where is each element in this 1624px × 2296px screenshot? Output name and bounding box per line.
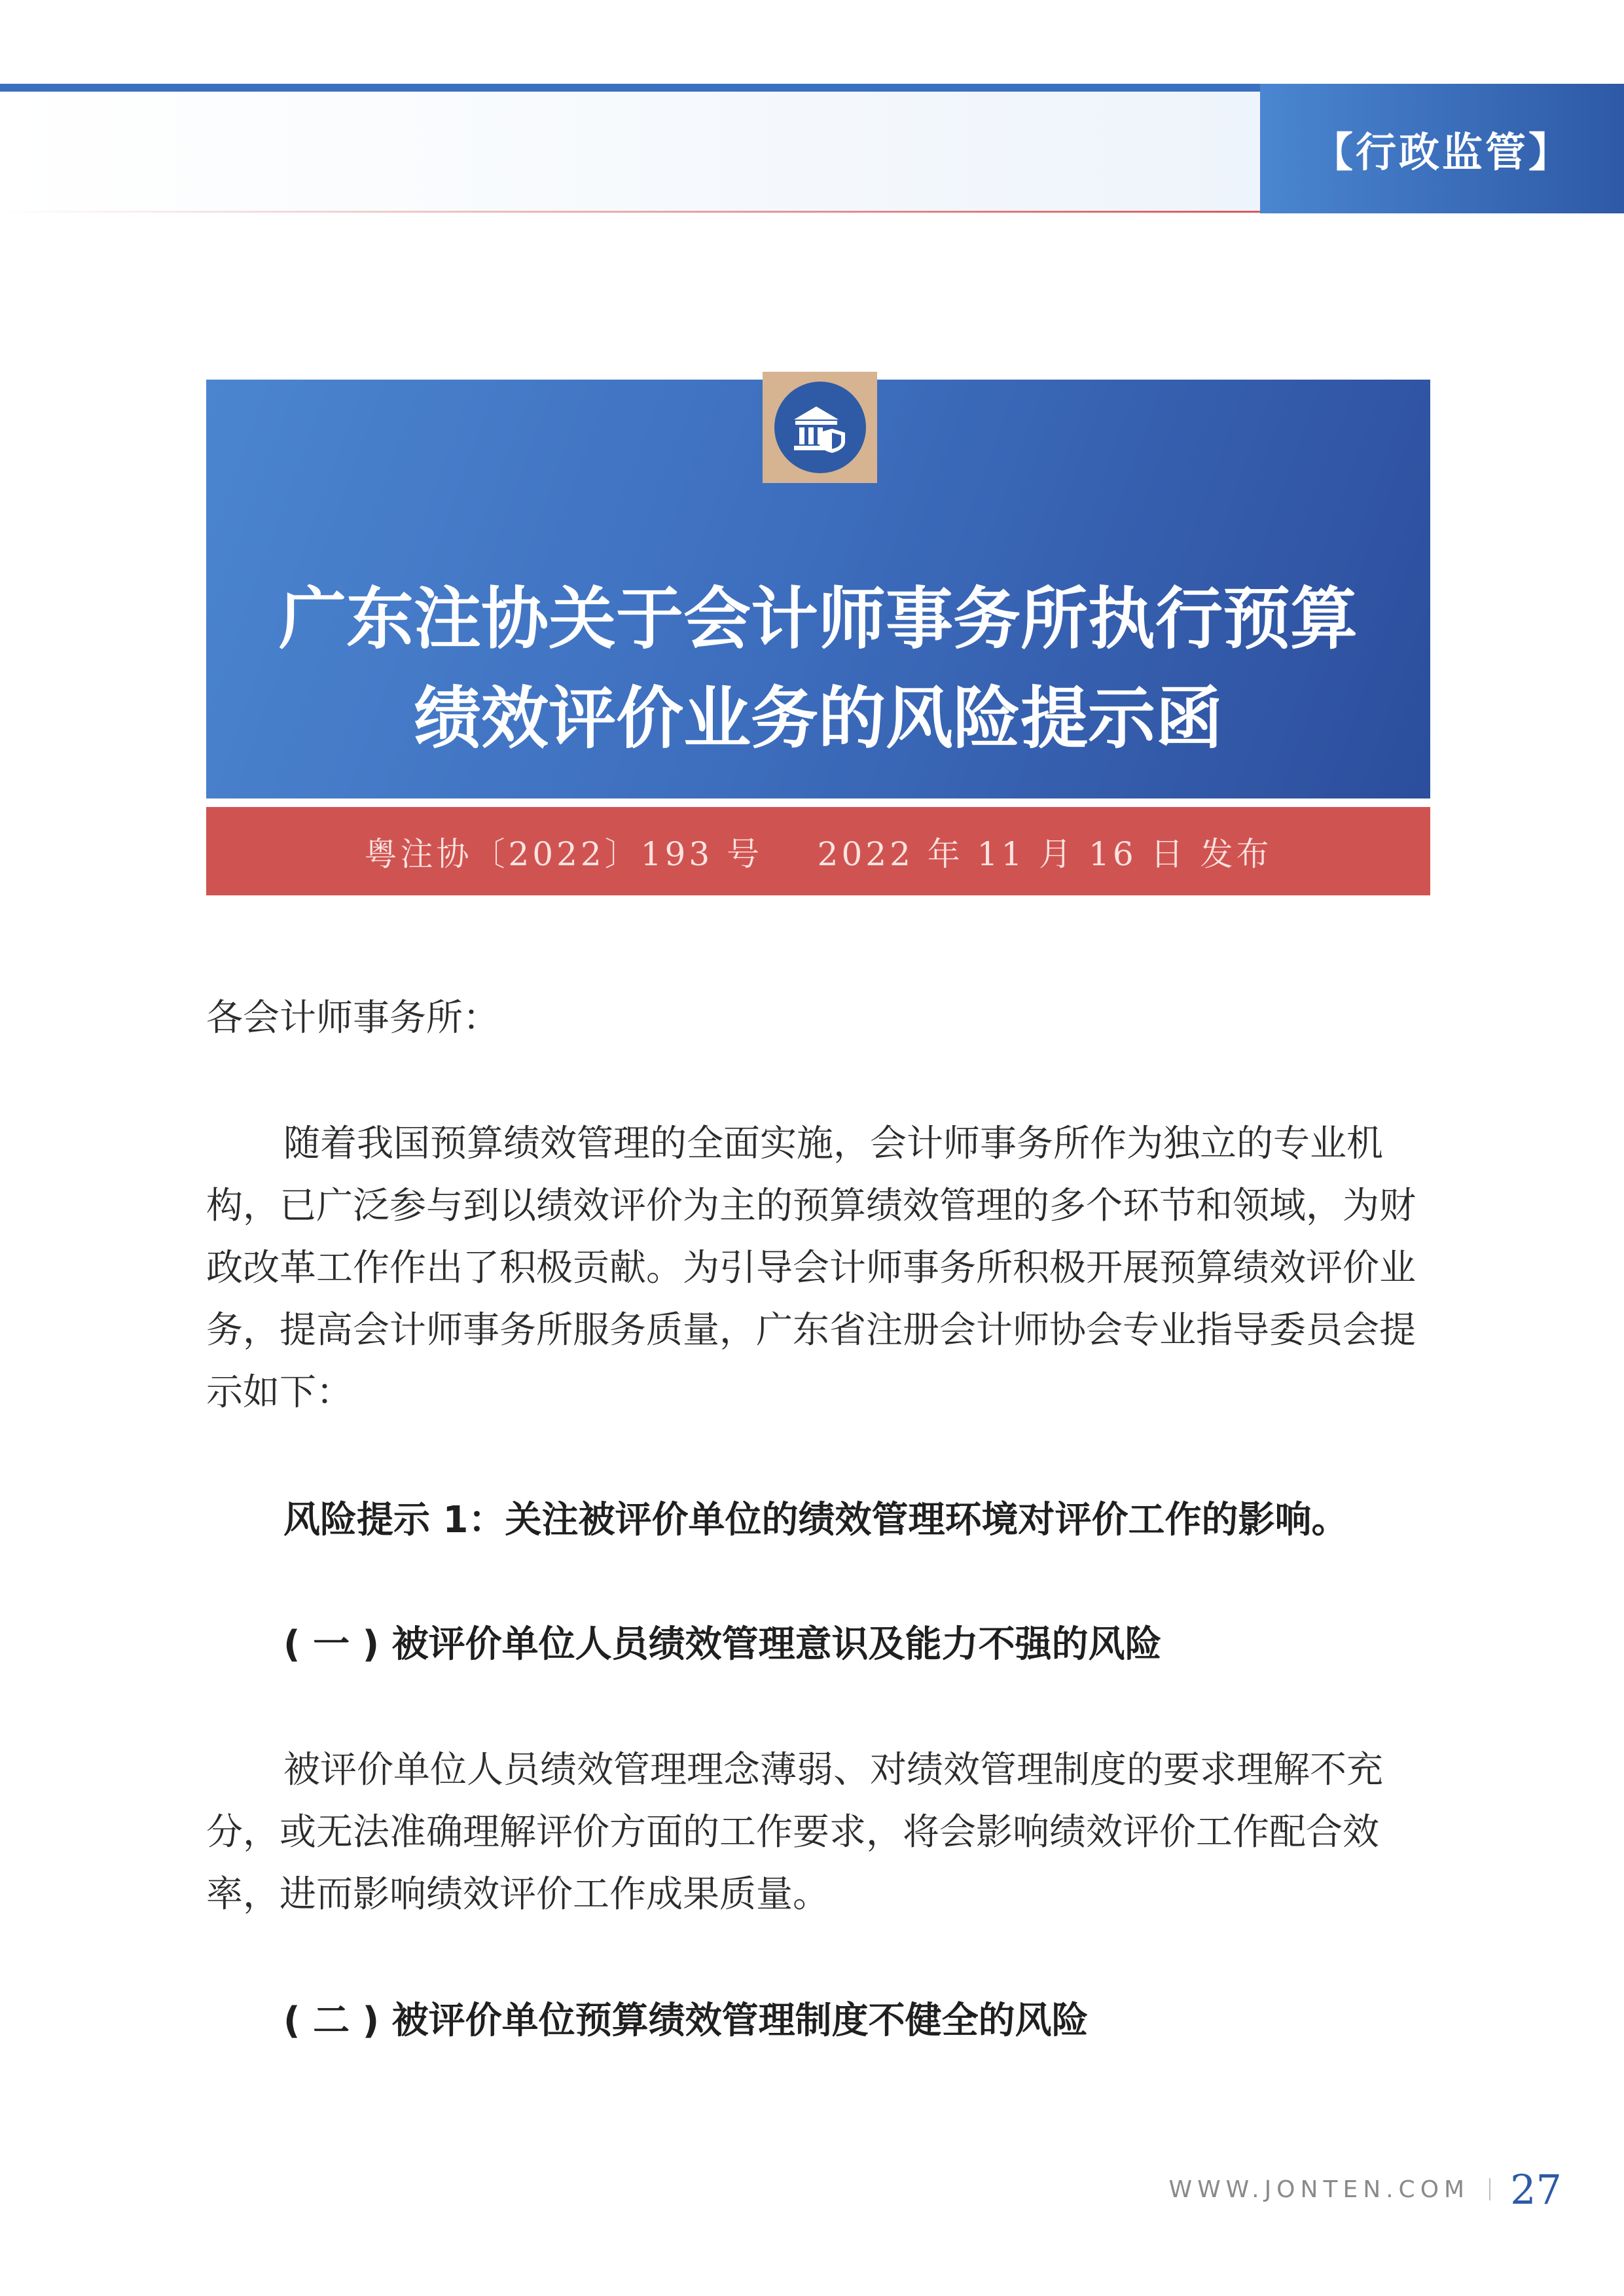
title-line-1: 广东注协关于会计师事务所执行预算 [279, 580, 1358, 658]
subsection-1-text: 被评价单位人员绩效管理理念薄弱、对绩效管理制度的要求理解不充分，或无法准确理解评价方面的工作要求，将会影响绩效评价工作配合效率，进而影响绩效评价工作成果质量。 [206, 1749, 1383, 1916]
risk-1-heading: 风险提示 1：关注被评价单位的绩效管理环境对评价工作的影响。 [283, 1499, 1348, 1541]
document-number: 粤注协〔2022〕193 号 2022 年 11 月 16 日 发布 [364, 834, 1272, 873]
section-tag [1260, 84, 1624, 213]
subsection-1-heading: ( 一 ) 被评价单位人员绩效管理意识及能力不强的风险 [283, 1623, 1162, 1666]
header-strip [0, 92, 1260, 212]
section-tag-label: 【行政监管】 [1312, 128, 1572, 176]
page-title [206, 569, 1430, 768]
page-number: 27 [1510, 2165, 1562, 2214]
intro-paragraph: 随着我国预算绩效管理的全面实施，会计师事务所作为独立的专业机构，已广泛参与到以绩效评价为主的预算绩效管理的多个环节和领域，为财政改革工作作出了积极贡献。为引导会计师事务所积极开展预算绩效评价业务，提高会计师事务所服务质量，广东省注册会计师协会专业指导委员会提示如下： [206, 1122, 1416, 1414]
page-footer [1168, 2163, 1562, 2215]
subsection-2-heading: ( 二 ) 被评价单位预算绩效管理制度不健全的风险 [283, 2000, 1089, 2042]
website-link[interactable]: WWW.JONTEN.COM [1168, 2176, 1470, 2203]
header-accent-line [0, 84, 1260, 92]
salutation: 各会计师事务所： [206, 997, 499, 1039]
title-line-2: 绩效评价业务的风险提示函 [414, 679, 1223, 758]
emblem [763, 372, 877, 483]
bank-shield-icon [774, 382, 866, 473]
document-number-bar [206, 807, 1430, 895]
footer-divider [1489, 2178, 1490, 2200]
header-underline [0, 211, 1260, 213]
